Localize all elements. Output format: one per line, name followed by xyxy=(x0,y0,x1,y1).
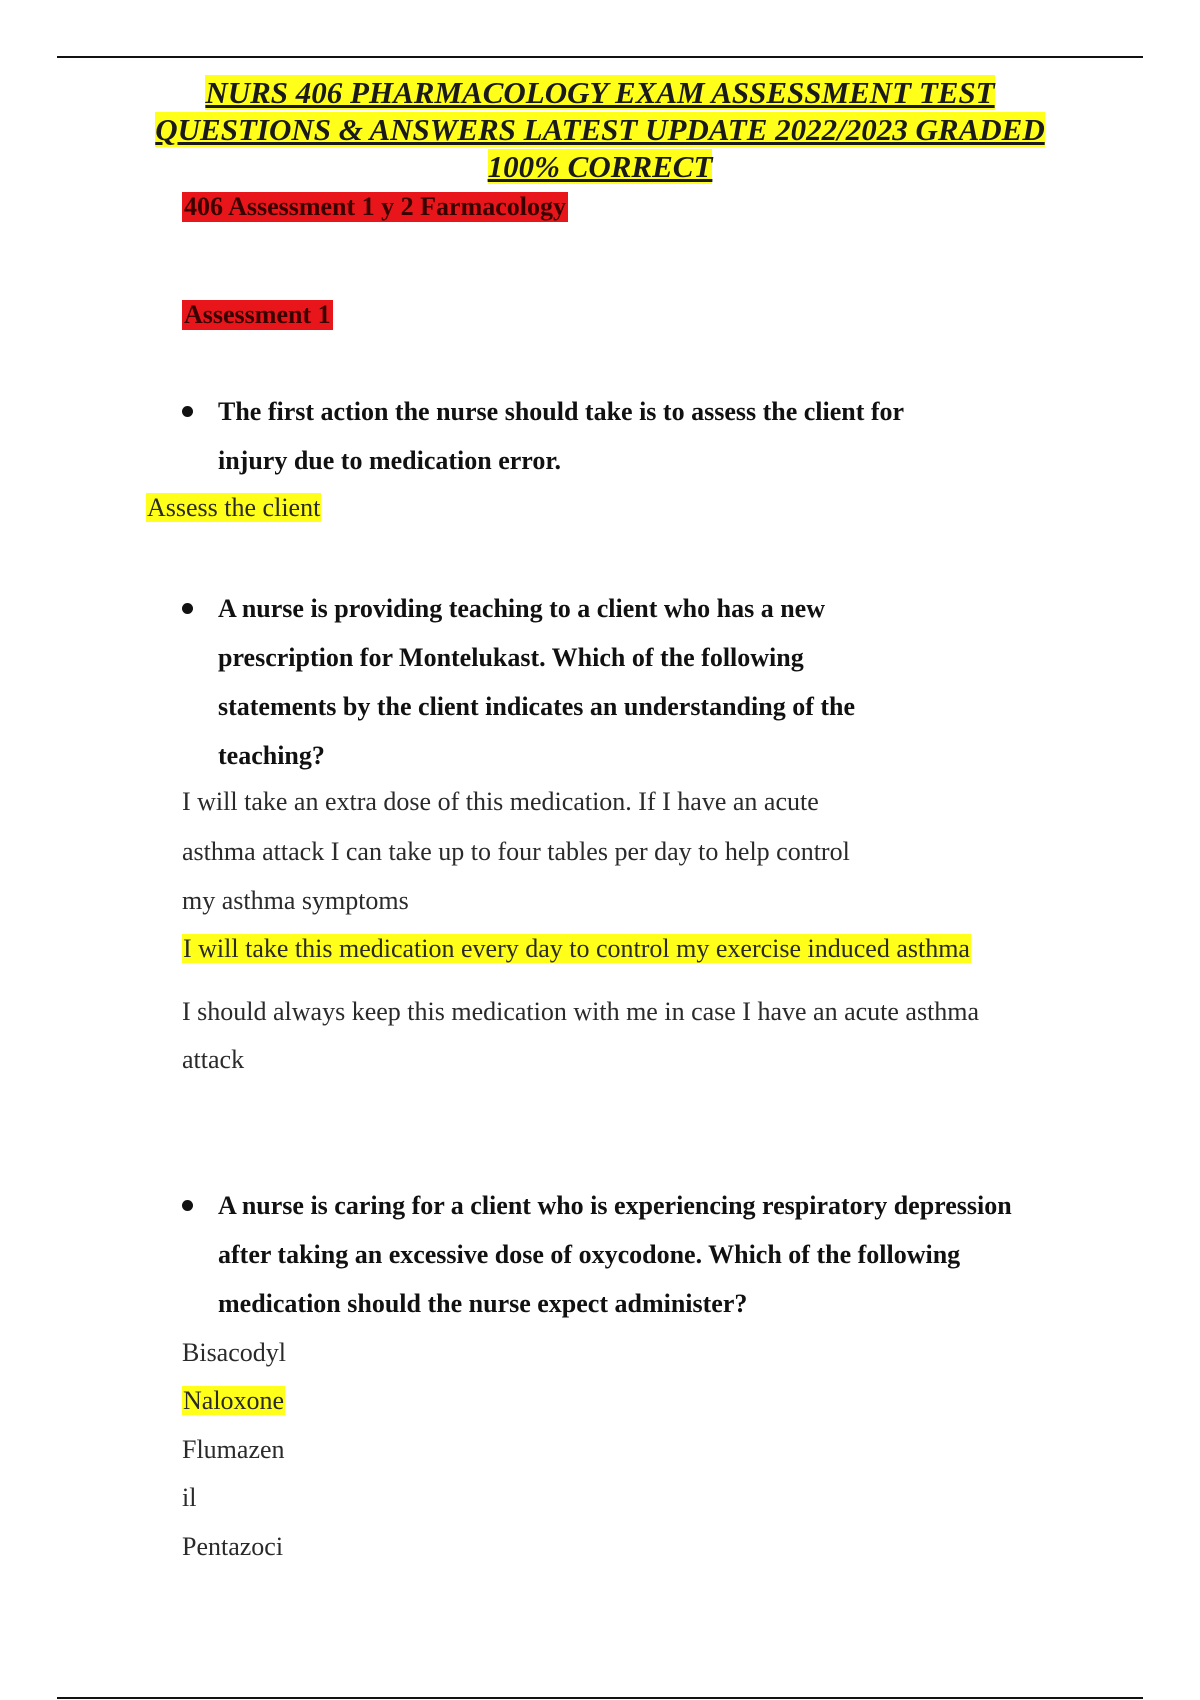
bullet-icon xyxy=(182,406,193,417)
section-label: Assessment 1 xyxy=(184,300,331,329)
correct-answer: Naloxone xyxy=(183,1386,285,1415)
answer-option xyxy=(146,483,321,532)
bottom-rule xyxy=(57,1697,1143,1699)
subtitle-label: 406 Assessment 1 y 2 Farmacology xyxy=(184,192,567,221)
answer-option xyxy=(182,1376,285,1425)
question-text: The first action the nurse should take is to assess the client for injury due to medication error. xyxy=(218,397,905,475)
answer-option: Flumazen xyxy=(182,1435,285,1464)
answer-option: I will take an extra dose of this medication. If I have an acute xyxy=(182,787,819,816)
document-title xyxy=(120,74,1080,185)
question-text: A nurse is caring for a client who is experiencing respiratory depression after taking an excessive dose of oxycodone. Which of the following medication should the nurse expect administer? xyxy=(218,1191,1012,1318)
answer-option: my asthma symptoms xyxy=(182,886,409,915)
title-line-3: 100% CORRECT xyxy=(487,149,713,184)
top-rule xyxy=(57,56,1143,58)
bullet-icon xyxy=(182,603,193,614)
question-text: A nurse is providing teaching to a client who has a new prescription for Montelukast. Which of the following statements by the client indicates an understanding of the teaching? xyxy=(218,594,856,770)
answer-option: attack xyxy=(182,1045,245,1074)
title-line-1: NURS 406 PHARMACOLOGY EXAM ASSESSMENT TEST xyxy=(205,75,995,110)
answer-option xyxy=(182,924,971,973)
title-line-2: QUESTIONS & ANSWERS LATEST UPDATE 2022/2023 GRADED xyxy=(155,112,1045,147)
correct-answer: Assess the client xyxy=(147,493,321,522)
correct-answer: I will take this medication every day to control my exercise induced asthma xyxy=(183,934,970,963)
answer-option: Bisacodyl xyxy=(182,1338,286,1367)
answer-option: il xyxy=(182,1483,197,1512)
answer-option: asthma attack I can take up to four tables per day to help control xyxy=(182,837,850,866)
answer-option: Pentazoci xyxy=(182,1532,284,1561)
bullet-icon xyxy=(182,1200,193,1211)
answer-option: I should always keep this medication with me in case I have an acute asthma xyxy=(182,997,980,1026)
